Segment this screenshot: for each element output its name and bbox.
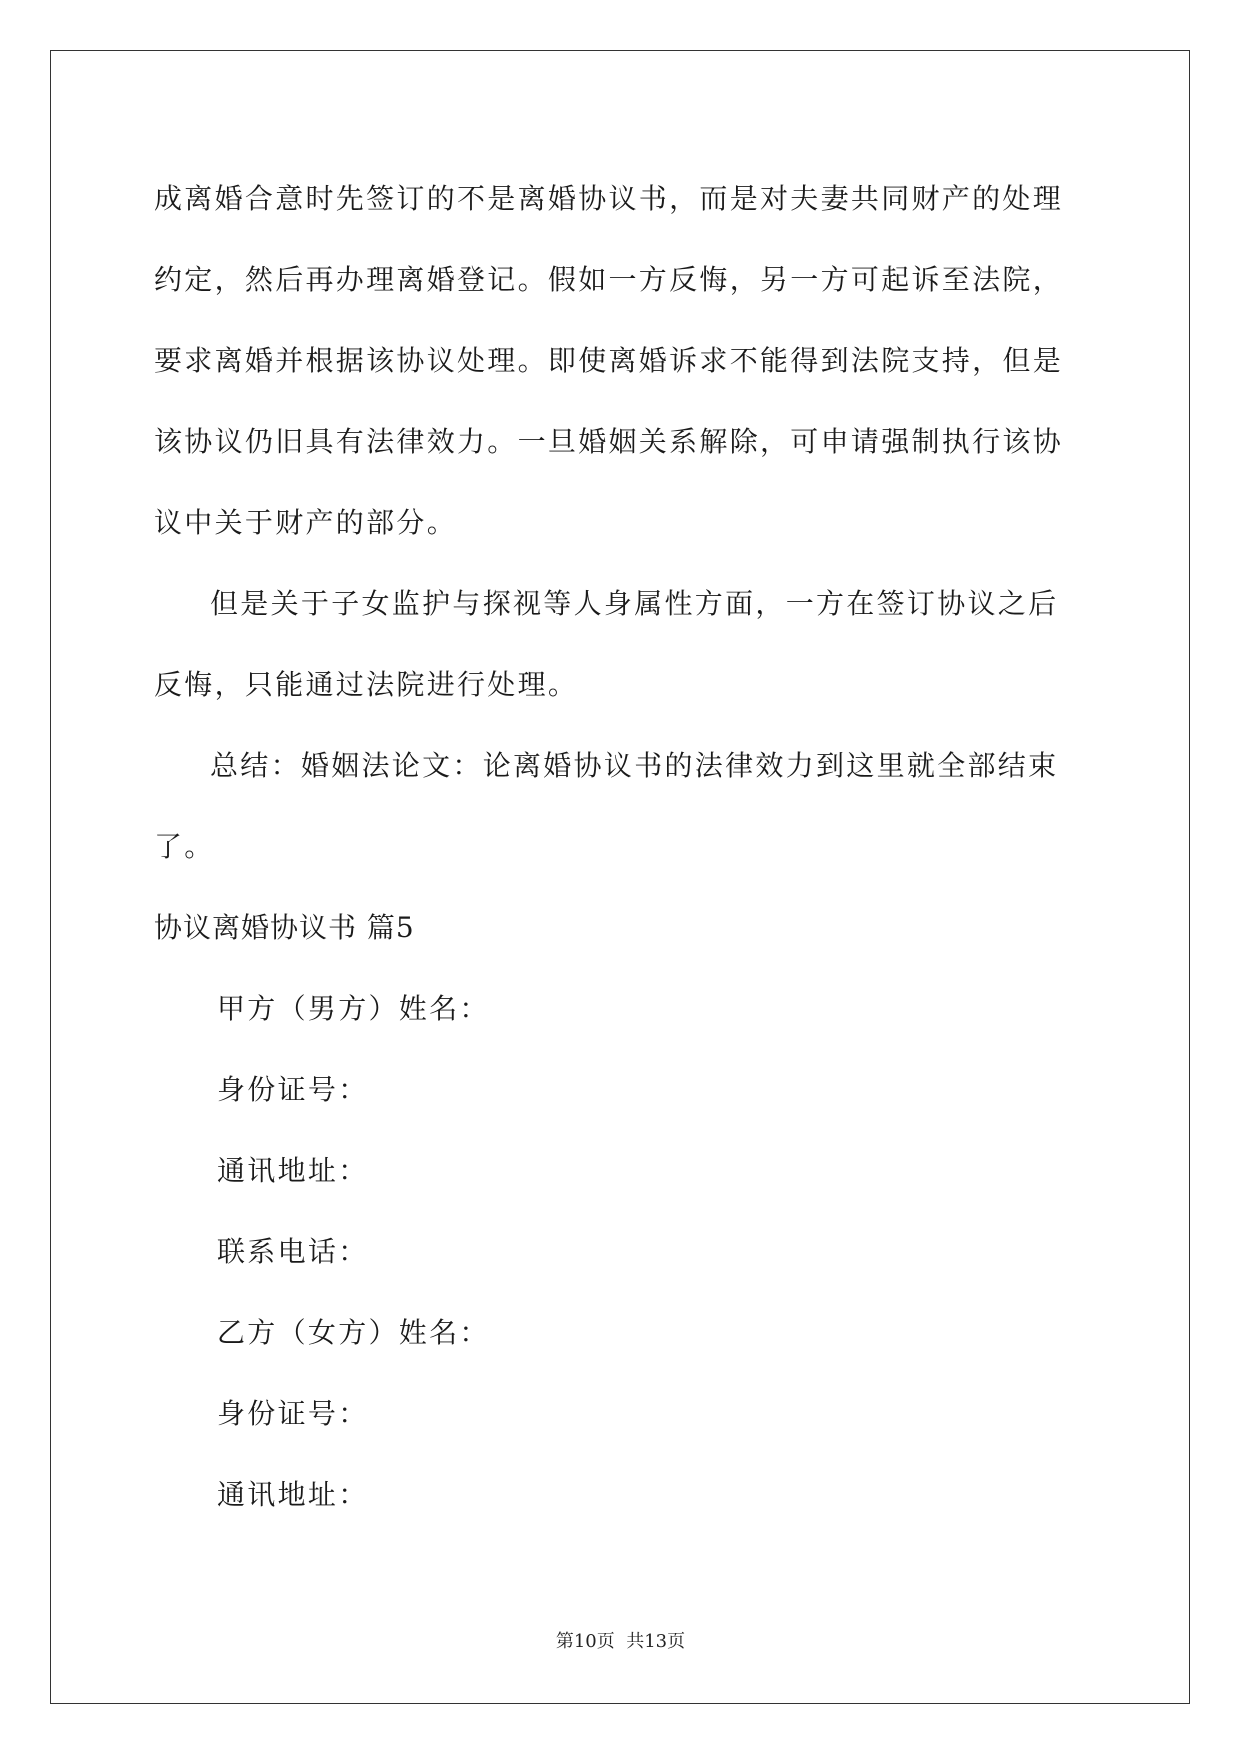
paragraph-custody xyxy=(154,563,1094,725)
paragraph-summary xyxy=(154,725,1094,887)
field-party-a-phone: 联系电话： xyxy=(217,1235,369,1268)
text-line: 成离婚合意时先签订的不是离婚协议书，而是对夫妻共同财产的处理 xyxy=(154,182,1064,215)
text-line: 但是关于子女监护与探视等人身属性方面，一方在签订协议之后 xyxy=(210,587,1059,620)
text-line: 了。 xyxy=(154,830,215,863)
text-line: 议中关于财产的部分。 xyxy=(154,506,458,539)
text-line: 要求离婚并根据该协议处理。即使离婚诉求不能得到法院支持，但是 xyxy=(154,344,1064,377)
document-body xyxy=(154,158,1094,1535)
section-heading: 协议离婚协议书 篇5 xyxy=(154,911,415,944)
field-party-a-name: 甲方（男方）姓名： xyxy=(217,992,490,1025)
field-party-b-name: 乙方（女方）姓名： xyxy=(217,1316,490,1349)
text-line: 该协议仍旧具有法律效力。一旦婚姻关系解除，可申请强制执行该协 xyxy=(154,425,1064,458)
field-party-b-address: 通讯地址： xyxy=(217,1478,369,1511)
field-party-a-id: 身份证号： xyxy=(217,1073,369,1106)
field-party-a-address: 通讯地址： xyxy=(217,1154,369,1187)
page-number: 第10页 共13页 xyxy=(555,1631,686,1652)
text-line: 反悔，只能通过法院进行处理。 xyxy=(154,668,579,701)
text-line: 总结：婚姻法论文：论离婚协议书的法律效力到这里就全部结束 xyxy=(210,749,1059,782)
text-line: 约定，然后再办理离婚登记。假如一方反悔，另一方可起诉至法院， xyxy=(154,263,1064,296)
field-party-b-id: 身份证号： xyxy=(217,1397,369,1430)
paragraph-continuation xyxy=(154,158,1094,563)
